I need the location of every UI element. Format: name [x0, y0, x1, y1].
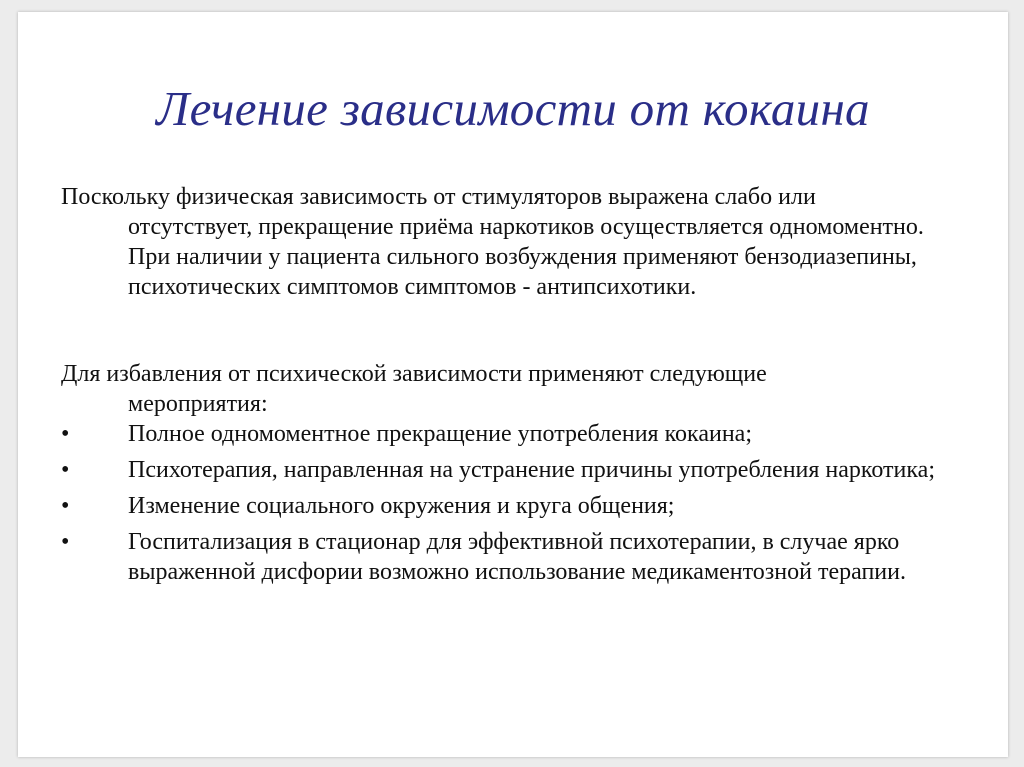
list-item-text: Госпитализация в стационар для эффективной психотерапии, в случае ярко выраженной дисфории возможно использование медикаментозной терапии.	[128, 529, 906, 585]
measures-list	[61, 419, 981, 593]
paragraph-first-line: Поскольку физическая зависимость от стимуляторов выражена слабо или	[61, 184, 816, 210]
slide-title: Лечение зависимости от кокаина	[156, 81, 870, 136]
list-item-text: Психотерапия, направленная на устранение причины употребления наркотика;	[128, 457, 935, 483]
paragraph-first-line: Для избавления от психической зависимости применяют следующие	[61, 361, 767, 387]
paragraph-continuation: отсутствует, прекращение приёма наркотиков осуществляется одномоментно. При наличии у пациента сильного возбуждения применяют бензодиазепины, психотических симптомов симптомов - антипсихотики.	[128, 214, 924, 300]
list-item-text: Изменение социального окружения и круга общения;	[128, 493, 675, 519]
paragraph-physical-dependence	[61, 182, 961, 302]
paragraph-psychological-dependence	[61, 359, 961, 419]
list-item	[61, 455, 981, 485]
list-item	[61, 527, 981, 587]
list-item	[61, 491, 981, 521]
bullet-icon: •	[61, 421, 70, 447]
presentation-slide	[18, 12, 1008, 757]
paragraph-continuation: мероприятия:	[128, 391, 268, 417]
list-item-text: Полное одномоментное прекращение употребления кокаина;	[128, 421, 752, 447]
bullet-icon: •	[61, 529, 70, 555]
list-item	[61, 419, 981, 449]
bullet-icon: •	[61, 493, 70, 519]
bullet-icon: •	[61, 457, 70, 483]
